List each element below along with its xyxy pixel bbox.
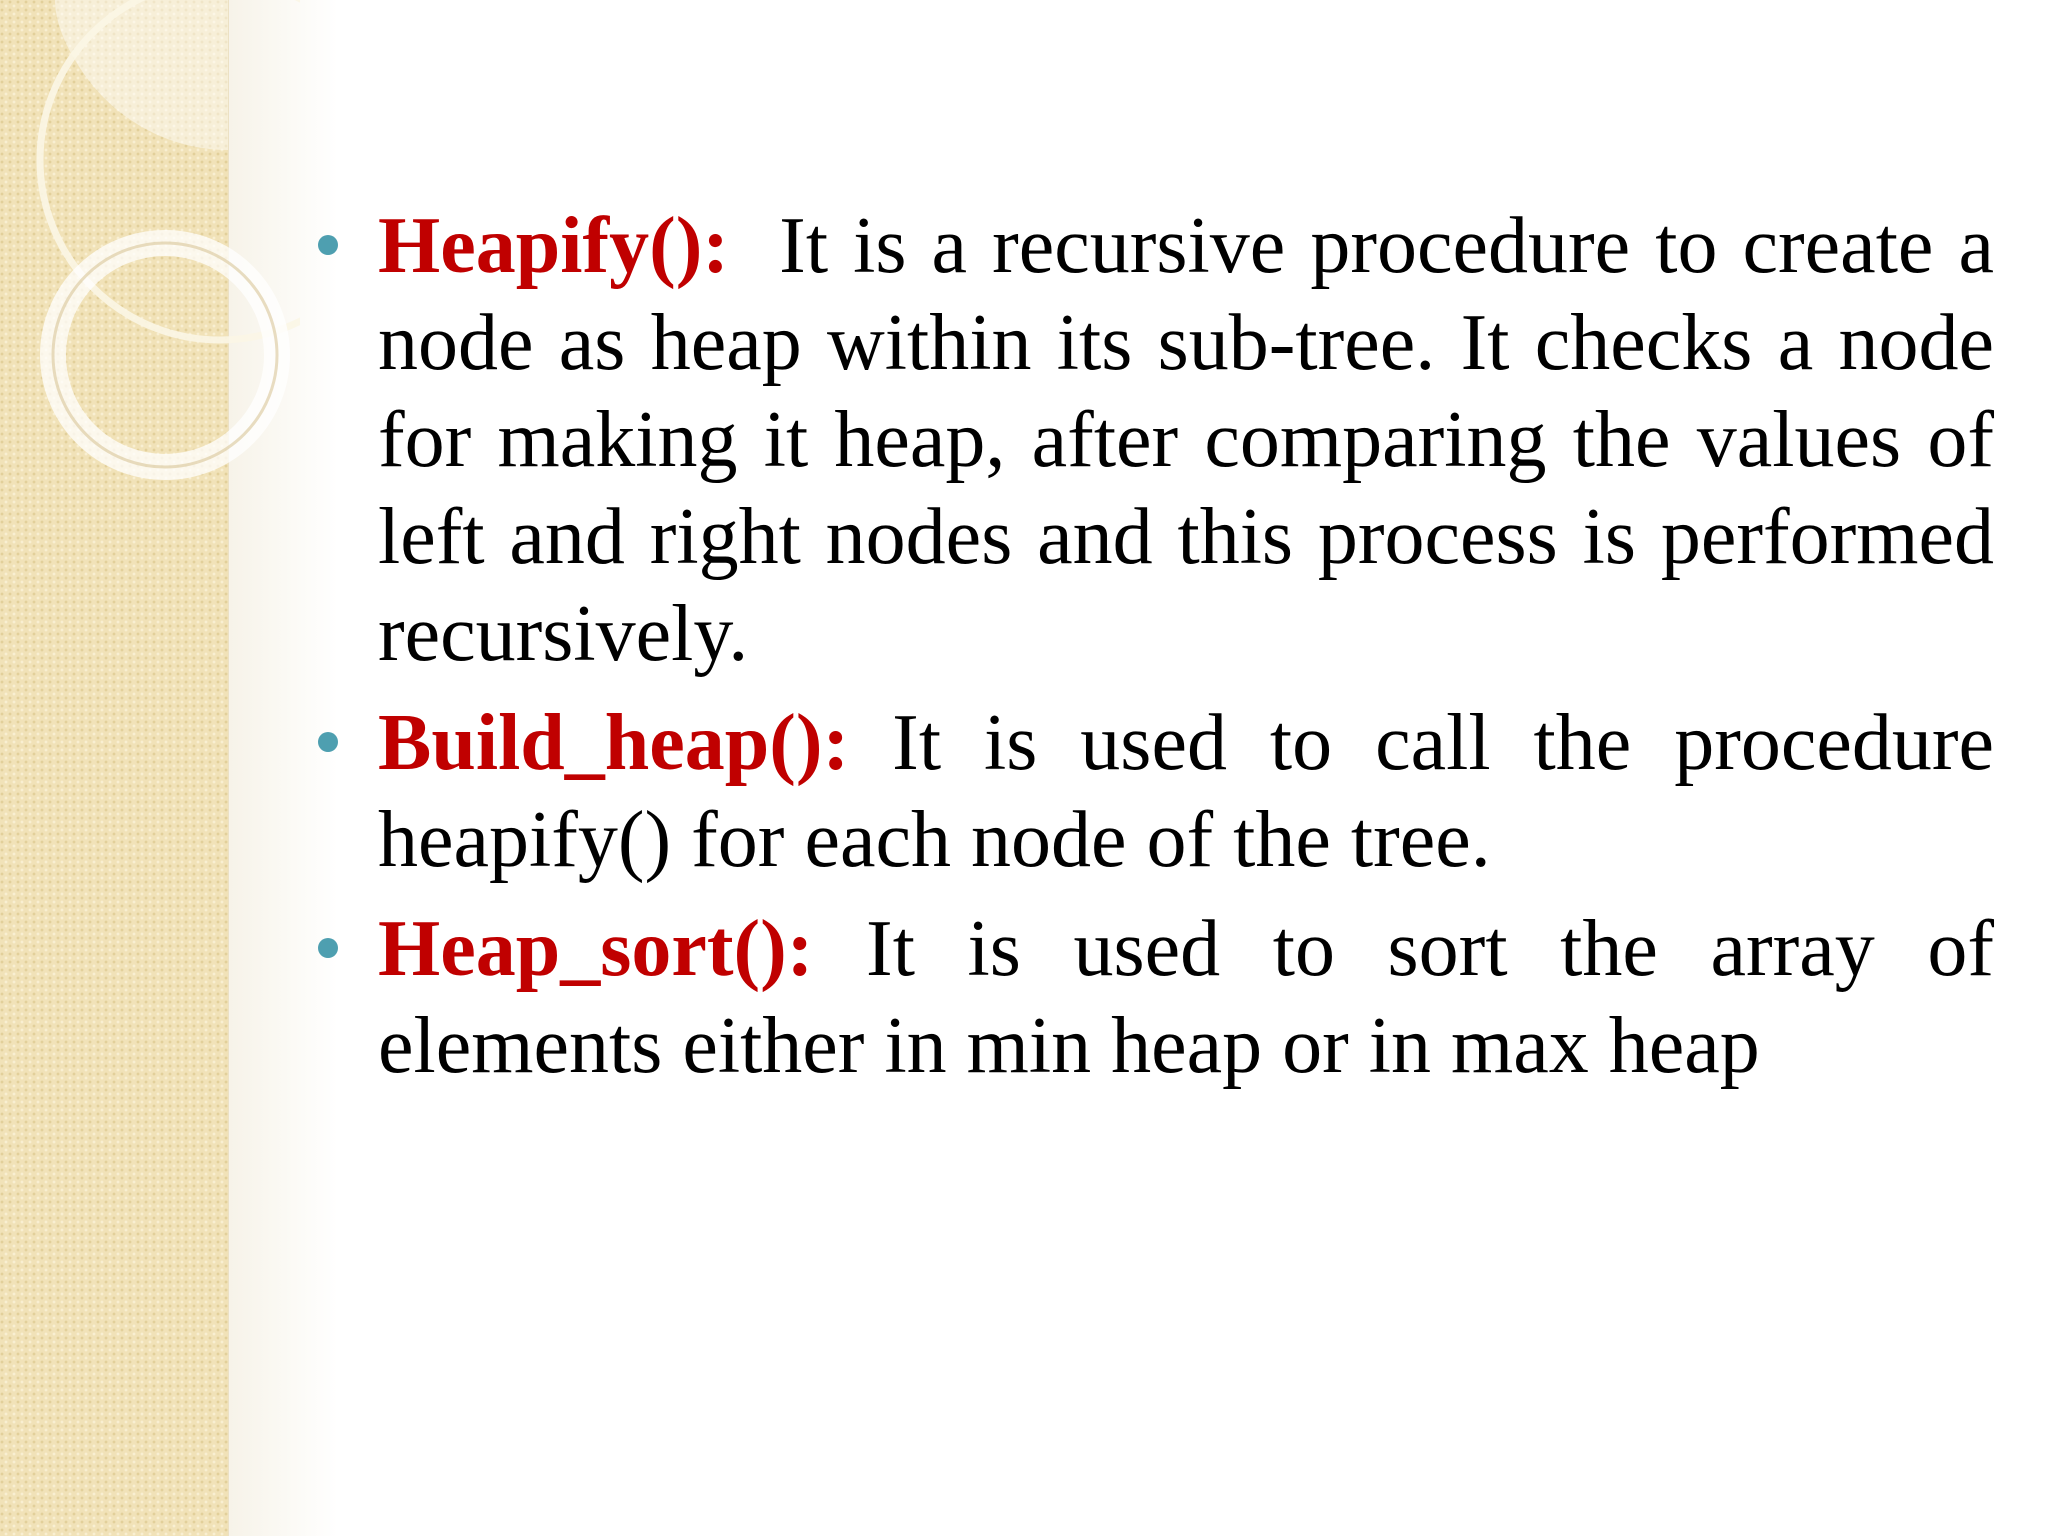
bullet-dot-icon bbox=[318, 732, 338, 752]
bullet-term: Heap_sort(): bbox=[378, 905, 814, 993]
bullet-term: Build_heap(): bbox=[378, 699, 850, 787]
bullet-text: It is used to call the procedure heapify() for each node of the tree. bbox=[378, 699, 1994, 884]
bullet-item-heapify bbox=[318, 198, 1994, 683]
bullet-list bbox=[318, 198, 1994, 1095]
bullet-item-heap-sort bbox=[318, 901, 1994, 1095]
bullet-text: It is a recursive procedure to create a node as heap within its sub-tree. It checks a node for making it heap, after comparing the values of left and right nodes and this process is performed recursively. bbox=[378, 202, 1995, 678]
slide-body bbox=[318, 198, 1994, 1107]
bullet-dot-icon bbox=[318, 938, 338, 958]
decorative-small-ring-outline bbox=[53, 243, 277, 467]
bullet-text: It is used to sort the array of elements either in min heap or in max heap bbox=[378, 905, 1995, 1090]
decorative-rings bbox=[0, 0, 300, 520]
bullet-dot-icon bbox=[318, 235, 338, 255]
bullet-term: Heapify(): bbox=[378, 202, 730, 290]
bullet-item-build-heap bbox=[318, 695, 1994, 889]
decorative-quarter-shape bbox=[55, 0, 228, 150]
